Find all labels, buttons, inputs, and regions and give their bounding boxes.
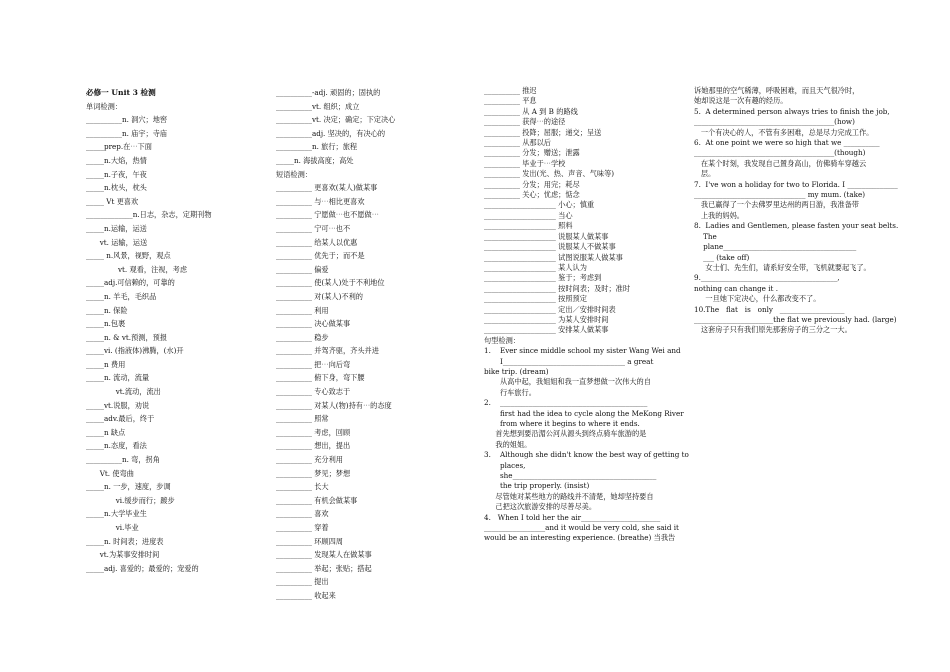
text-line: 6. At one point we were so high that we __________ (694, 138, 880, 148)
text-line: __________n. 弯，拐角 (86, 455, 160, 465)
text-line: _________________and it would be very cold, she said it (484, 523, 679, 533)
text-line: __________ 更喜欢(某人)做某事 (276, 183, 378, 193)
text-line: _____n.大学毕业生 (86, 509, 147, 519)
text-line: she________________________________________ (484, 471, 657, 481)
text-line: ____________________ 定出／安排时间表 (484, 304, 616, 314)
text-line: plane_____________________________________ (694, 242, 857, 252)
text-line: __________ 俯下身，弯下腰 (276, 373, 365, 383)
text-line: ____________________ 照料 (484, 221, 573, 231)
text-line: 句型检测： (484, 335, 520, 345)
text-line: 2. _________________________________________ (484, 398, 648, 408)
text-line: _____n. & vt.预测，预报 (86, 332, 168, 342)
text-line: __________ 稳步 (276, 332, 329, 342)
text-line: __________ 关心；忧虑；惦念 (484, 190, 580, 200)
text-line: vt. 运输，运送 (86, 237, 148, 247)
text-line: __________ 从那以后 (484, 138, 551, 148)
column-sentences (694, 86, 899, 336)
text-line: 从高中起，我姐姐和我一直梦想做一次伟大的自 (484, 377, 651, 387)
text-line: __________ 分发；用完；耗尽 (484, 179, 580, 189)
text-line: 一旦她下定决心，什么都改变不了。 (694, 294, 821, 304)
text-line: _______________________________________(how) (694, 117, 855, 127)
text-line: 4. When I told her the air______________________ (484, 512, 661, 522)
text-line: _____n. 羊毛，毛织品 (86, 291, 157, 301)
text-line: __________ 发现某人在做某事 (276, 550, 372, 560)
text-line: __________ 分发；赠送；泄露 (484, 148, 580, 158)
text-line: __________ 考虑，回顾 (276, 427, 351, 437)
text-line: __________ 获得⋯的途径 (484, 117, 566, 127)
text-line: _____n. 保险 (86, 305, 128, 315)
text-line: __________ 毕业于⋯学校 (484, 158, 566, 168)
text-line: 层。 (694, 169, 716, 179)
text-line: _____n. 流动，流量 (86, 373, 150, 383)
text-line: _____n. 时间表；进度表 (86, 536, 164, 546)
text-line: 1. Ever since middle school my sister Wang Wei and (484, 346, 681, 356)
text-line: 单词检测： (86, 101, 122, 111)
text-line: ____________________ 某人认为 (484, 262, 587, 272)
text-line: __________ 专心致志于 (276, 387, 351, 397)
text-line: vt.为某事安排时间 (86, 550, 160, 560)
text-line: __________ 并驾齐驱，齐头并进 (276, 346, 379, 356)
text-line: __________ 对(某人)不利的 (276, 291, 363, 301)
text-line: ____________________ 为某人安排时间 (484, 314, 609, 324)
text-line: _____n.运输，运送 (86, 223, 147, 233)
text-line: __________n. 洞穴；地窖 (86, 115, 168, 125)
text-line: 己把这次旅游安排的尽善尽美。 (484, 502, 597, 512)
text-line: __________ 给某人以优惠 (276, 237, 358, 247)
text-line: __________ 有机会做某事 (276, 495, 358, 505)
text-line: ____________________ 试图说服某人做某事 (484, 252, 623, 262)
text-line: 短语检测： (276, 169, 312, 179)
text-line: _____n.枕头，枕头 (86, 183, 147, 193)
text-line: ____________________ 说服某人不做某事 (484, 242, 616, 252)
text-line: __________ 提出 (276, 577, 329, 587)
text-line: __________ 利用 (276, 305, 329, 315)
text-line: __________ 喜欢 (276, 509, 329, 519)
text-line: __________ 平息 (484, 96, 537, 106)
text-line: __________ 穿着 (276, 523, 329, 532)
text-line: 我已赢得了一个去佛罗里达州的两日游，我准备带 (694, 200, 859, 210)
text-line: __________ 优先于；而不是 (276, 251, 365, 261)
text-line: __________ 使(某人)处于不利地位 (276, 278, 385, 288)
text-line: 女士们、先生们，请系好安全带，飞机就要起飞了。 (694, 262, 871, 272)
text-line: 行车旅行。 (484, 387, 536, 397)
text-line: 我的姐姐。 (484, 439, 532, 449)
text-line: 10.The flat is only __________________ (694, 304, 845, 314)
text-line: 上我的妈妈。 (694, 210, 744, 220)
text-line: _____adj.可信赖的，可靠的 (86, 278, 175, 288)
text-line: __________n. 旅行；旅程 (276, 142, 358, 152)
text-line: 一个有决心的人，不管有多困难，总是尽力完成工作。 (694, 127, 874, 137)
text-line: 7. I've won a holiday for two to Florida. I ______________ (694, 179, 898, 189)
text-line: ____________________ 小心；慎重 (484, 200, 595, 210)
text-line: 9.______________________________________, (694, 273, 840, 283)
text-line: 5. A determined person always tries to finish the job, (694, 106, 890, 116)
text-line: _____________n.日志，杂志，定期刊物 (86, 210, 212, 220)
text-line: _____vi. (指液体)沸腾，(水)开 (86, 346, 184, 356)
text-line: _____adv.最后，终于 (86, 414, 155, 424)
text-line: __________ 收起来 (276, 590, 336, 600)
text-line: _______________________________ my mum. (take) (694, 190, 866, 200)
text-line: __________ 环顾四周 (276, 536, 343, 546)
text-line: would be an interesting experience. (breathe) 当我告 (484, 533, 676, 543)
text-line: ____________________ 按时间表；及时；准时 (484, 283, 631, 293)
text-line: ____________________ 说服某人做某事 (484, 231, 609, 241)
text-line: the trip properly. (insist) (484, 481, 590, 491)
text-line: vi.毕业 (86, 523, 139, 532)
column-words (86, 86, 266, 575)
text-line: __________ 梦见；梦想 (276, 468, 351, 478)
text-line: __________ 发出(光、热、声音、气味等) (484, 169, 615, 179)
text-line: ______________________the flat we previously had. (large) (694, 314, 897, 324)
text-line: __________n. 庙宇；寺庙 (86, 128, 168, 138)
text-line: __________ 充分利用 (276, 455, 343, 465)
text-line: __________ 把⋯向后弯 (276, 359, 351, 369)
text-line: _____n.大焰，热情 (86, 155, 147, 165)
text-line: vt.流动，流出 (86, 387, 161, 397)
text-line: _____n. 海拔高度；高处 (276, 155, 354, 165)
text-line: 她却说这是一次有趣的经历。 (694, 96, 788, 106)
text-line: _____n. 一步，速度，步调 (86, 482, 171, 492)
text-line: 3. Although she didn't know the best way of getting to (484, 450, 689, 460)
column-phrases-sentences (484, 86, 689, 544)
column-phrases (276, 86, 466, 603)
text-line: ____________________ 鉴于；考虑到 (484, 273, 602, 283)
text-line: 诉她那里的空气稀薄，呼吸困难，而且天气很冷时， (694, 86, 860, 95)
text-line: I__________________________________ a great (484, 356, 654, 366)
text-line: __________vt. 决定；确定；下定决心 (276, 115, 396, 125)
text-line: _____adj. 喜爱的；最爱的；宠爱的 (86, 563, 199, 573)
text-line: __________ 对某人(物)持有⋯的态度 (276, 400, 392, 410)
text-line: _____n.态度，看法 (86, 441, 147, 451)
text-line: _____n 缺点 (86, 427, 126, 437)
text-line: vi.缓步而行；踱步 (86, 495, 175, 505)
text-line: 8. Ladies and Gentlemen, please fasten your seat belts. (694, 221, 899, 231)
text-line: __________ 宁可⋯也不 (276, 223, 351, 233)
text-line: _____n 费用 (86, 359, 126, 369)
text-line: __________vt. 组织；成立 (276, 101, 360, 111)
text-line: 尽管她对某些地方的路线并不清楚，她却坚持要自 (484, 491, 654, 501)
text-line: __________ 投降；屈服；递交；呈送 (484, 127, 602, 137)
text-line: The (694, 231, 717, 241)
text-line: __________ 宁愿做⋯也不愿做⋯ (276, 210, 379, 220)
text-line: __________ 长大 (276, 482, 329, 492)
text-line: _______________________________________(though) (694, 148, 866, 158)
text-line: from where it begins to where it ends. (484, 419, 640, 428)
text-line: 首先想到要沿湄公河从源头到终点骑车旅游的是 (484, 429, 647, 439)
text-line: __________ 决心做某事 (276, 319, 351, 329)
text-line: Vt. 使弯曲 (86, 468, 134, 478)
text-line: __________ 推迟 (484, 86, 537, 95)
page-title: 必修一 Unit 3 检测 (86, 88, 156, 97)
text-line: __________ 想出，提出 (276, 441, 351, 451)
text-line: _____ Vt 更喜欢 (86, 196, 139, 206)
text-line: 在某个时刻，我发现自己置身高山，仿佛骑车穿越云 (694, 158, 867, 168)
text-line: ____________________ 当心 (484, 210, 573, 220)
text-line: _____ n.风景，视野，观点 (86, 251, 171, 261)
text-line: __________ 偏爱 (276, 264, 329, 274)
text-line: _____prep.在⋯下面 (86, 142, 152, 152)
text-line: __________-adj. 顽固的；固执的 (276, 88, 381, 97)
text-line: 这套房子只有我们原先那套房子的三分之一大。 (694, 325, 852, 335)
text-line: first had the idea to cycle along the MeKong River (484, 408, 684, 418)
text-line: _____vt.说服，劝说 (86, 400, 150, 410)
text-line: _____n.包裹 (86, 319, 126, 329)
text-line: ____________________ 安排某人做某事 (484, 325, 609, 335)
text-line: __________ 与⋯相比更喜欢 (276, 196, 365, 206)
text-line: __________adj. 坚决的，有决心的 (276, 128, 386, 138)
text-line: places, (484, 460, 526, 470)
text-line: nothing can change it . (694, 283, 778, 293)
text-line: __________ 照常 (276, 414, 329, 424)
text-line: __________ 从 A 到 B 的路线 (484, 106, 578, 116)
text-line: vt. 观看，注视，考虑 (86, 264, 188, 274)
text-line: _____n.子夜，午夜 (86, 169, 147, 179)
text-line: bike trip. (dream) (484, 366, 549, 376)
text-line: __________ 举起；张贴；搭起 (276, 563, 372, 573)
text-line: ____________________ 按照预定 (484, 294, 587, 304)
text-line: ___ (take off) (694, 252, 750, 262)
